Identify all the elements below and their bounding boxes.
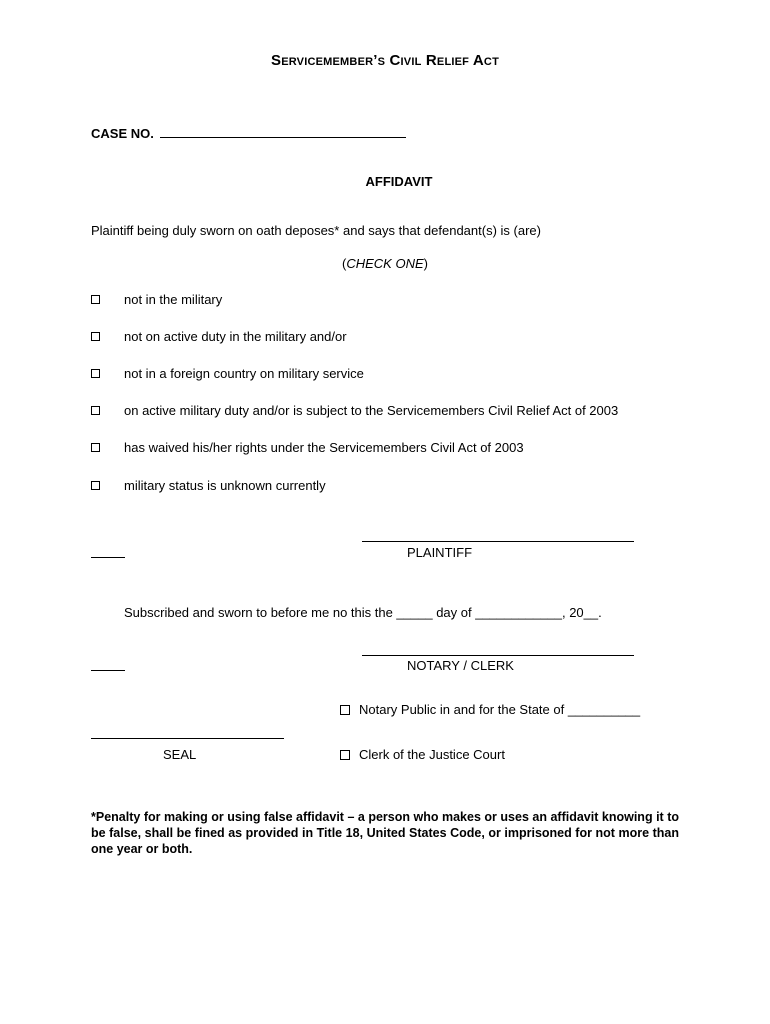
option-waived-rights[interactable]: has waived his/her rights under the Servicemembers Civil Act of 2003 [91,440,524,455]
checkbox[interactable] [91,481,100,490]
notary-signature-line[interactable] [362,655,634,656]
plaintiff-label: PLAINTIFF [407,545,473,560]
option-not-in-military[interactable]: not in the military [91,292,222,307]
affidavit-heading: AFFIDAVIT [365,174,433,189]
case-number [91,124,406,141]
checkbox[interactable] [91,332,100,341]
option-status-unknown[interactable]: military status is unknown currently [91,478,326,493]
option-not-in-foreign-country[interactable]: not in a foreign country on military service [91,366,364,381]
checkbox[interactable] [91,295,100,304]
check-one-instruction: (CHECK ONE) [342,256,428,271]
option-notary-public[interactable]: Notary Public in and for the State of __________ [340,702,640,717]
checkbox[interactable] [91,443,100,452]
checkbox[interactable] [340,750,350,760]
checkbox[interactable] [340,705,350,715]
option-not-on-active-duty[interactable]: not on active duty in the military and/or [91,329,347,344]
seal-label: SEAL [163,747,197,762]
plaintiff-signature-line[interactable] [362,541,634,542]
seal-line [91,738,284,739]
date-line[interactable] [91,557,125,558]
penalty-footnote: *Penalty for making or using false affidavit – a person who makes or uses an affidavit knowing it to be false, shall be fined as provided in Title 18, United States Code, or imprisoned for not more than one year or both. [91,810,679,856]
intro-statement: Plaintiff being duly sworn on oath deposes* and says that defendant(s) is (are) [91,223,541,238]
option-clerk-justice-court[interactable]: Clerk of the Justice Court [340,747,505,762]
case-number-field[interactable] [160,124,406,138]
case-number-label: CASE NO. [91,126,154,141]
document-title: Servicemember’s Civil Relief Act [271,52,499,69]
checkbox[interactable] [91,369,100,378]
date-line[interactable] [91,670,125,671]
subscribed-statement: Subscribed and sworn to before me no this the _____ day of ____________, 20__. [124,605,602,620]
option-active-duty[interactable]: on active military duty and/or is subject to the Servicemembers Civil Relief Act of 2003 [91,403,618,418]
notary-clerk-label: NOTARY / CLERK [407,658,514,673]
checkbox[interactable] [91,406,100,415]
